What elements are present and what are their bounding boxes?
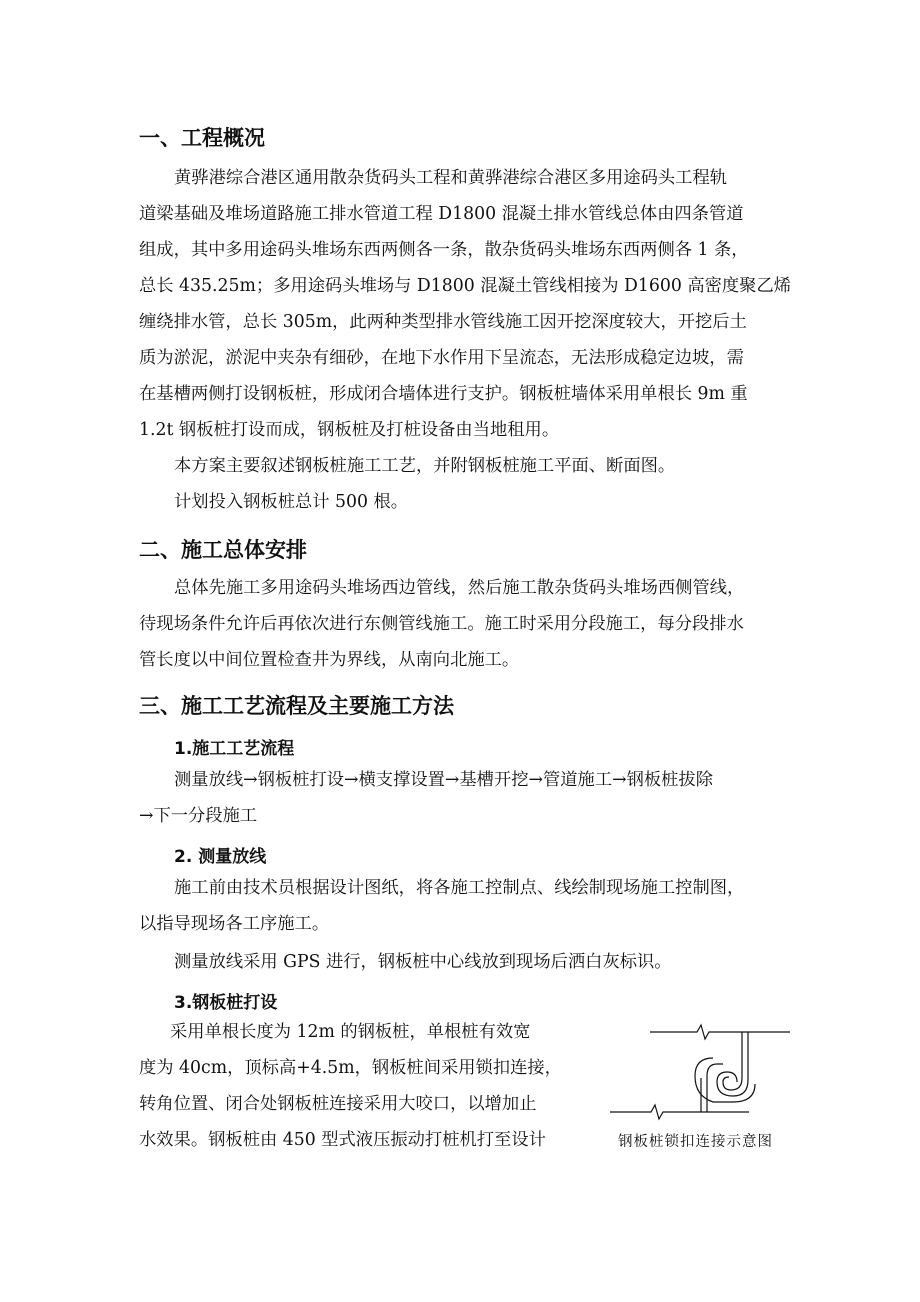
s3-sub3-line-2: 度为 40cm，顶标高+4.5m，钢板桩间采用锁扣连接， <box>139 1058 562 1078</box>
s2-p1-line-3: 管长度以中间位置检查井为界线，从南向北施工。 <box>139 650 520 670</box>
section-3-title: 三、施工工艺流程及主要施工方法 <box>139 694 454 718</box>
section-2-title: 二、施工总体安排 <box>139 538 307 562</box>
figure-caption: 钢板桩锁扣连接示意图 <box>618 1134 773 1150</box>
s1-p1-line-1: 黄骅港综合港区通用散杂货码头工程和黄骅港综合港区多用途码头工程轨 <box>174 168 728 188</box>
s1-p1-line-7: 在基槽两侧打设钢板桩，形成闭合墙体进行支护。钢板桩墙体采用单根长 9m 重 <box>139 384 748 404</box>
s1-p1-line-3: 组成，其中多用途码头堆场东西两侧各一条，散杂货码头堆场东西两侧各 1 条， <box>139 240 749 260</box>
s3-sub3-line-4: 水效果。钢板桩由 450 型式液压振动打桩机打至设计 <box>139 1130 546 1150</box>
section-1-title: 一、工程概况 <box>139 126 265 150</box>
s1-p1-line-6: 质为淤泥，淤泥中夹杂有细砂，在地下水作用下呈流态，无法形成稳定边坡，需 <box>139 348 744 368</box>
s3-sub3-line-1: 采用单根长度为 12m 的钢板桩，单根桩有效宽 <box>170 1022 531 1042</box>
s1-p2: 本方案主要叙述钢板桩施工工艺，并附钢板桩施工平面、断面图。 <box>174 456 676 476</box>
s1-p3: 计划投入钢板桩总计 500 根。 <box>174 492 409 512</box>
s3-sub1-line-2: →下一分段施工 <box>139 806 258 826</box>
s3-sub2-p2: 测量放线采用 GPS 进行，钢板桩中心线放到现场后洒白灰标识。 <box>174 952 672 972</box>
s1-p1-line-8: 1.2t 钢板桩打设而成，钢板桩及打桩设备由当地租用。 <box>139 420 560 440</box>
s1-p1-line-4: 总长 435.25m；多用途码头堆场与 D1800 混凝土管线相接为 D1600 高密度聚乙烯 <box>139 276 792 296</box>
s3-sub3-line-3: 转角位置、闭合处钢板桩连接采用大咬口，以增加止 <box>139 1094 537 1114</box>
s2-p1-line-1: 总体先施工多用途码头堆场西边管线，然后施工散杂货码头堆场西侧管线， <box>174 578 745 598</box>
s3-sub2-p1-line-1: 施工前由技术员根据设计图纸，将各施工控制点、线绘制现场施工控制图， <box>174 878 745 898</box>
s2-p1-line-2: 待现场条件允许后再依次进行东侧管线施工。施工时采用分段施工，每分段排水 <box>139 614 744 634</box>
s1-p1-line-5: 缠绕排水管，总长 305m，此两种类型排水管线施工因开挖深度较大，开挖后土 <box>139 312 747 332</box>
s3-sub2-title: 2. 测量放线 <box>174 847 267 867</box>
s1-p1-line-2: 道梁基础及堆场道路施工排水管道工程 D1800 混凝土排水管线总体由四条管道 <box>139 204 744 224</box>
s3-sub3-title: 3.钢板桩打设 <box>174 993 278 1013</box>
s3-sub1-line-1: 测量放线→钢板桩打设→横支撑设置→基槽开挖→管道施工→钢板桩拔除 <box>174 770 713 790</box>
s3-sub1-title: 1.施工工艺流程 <box>174 739 295 759</box>
s3-sub2-p1-line-2: 以指导现场各工序施工。 <box>139 914 330 934</box>
